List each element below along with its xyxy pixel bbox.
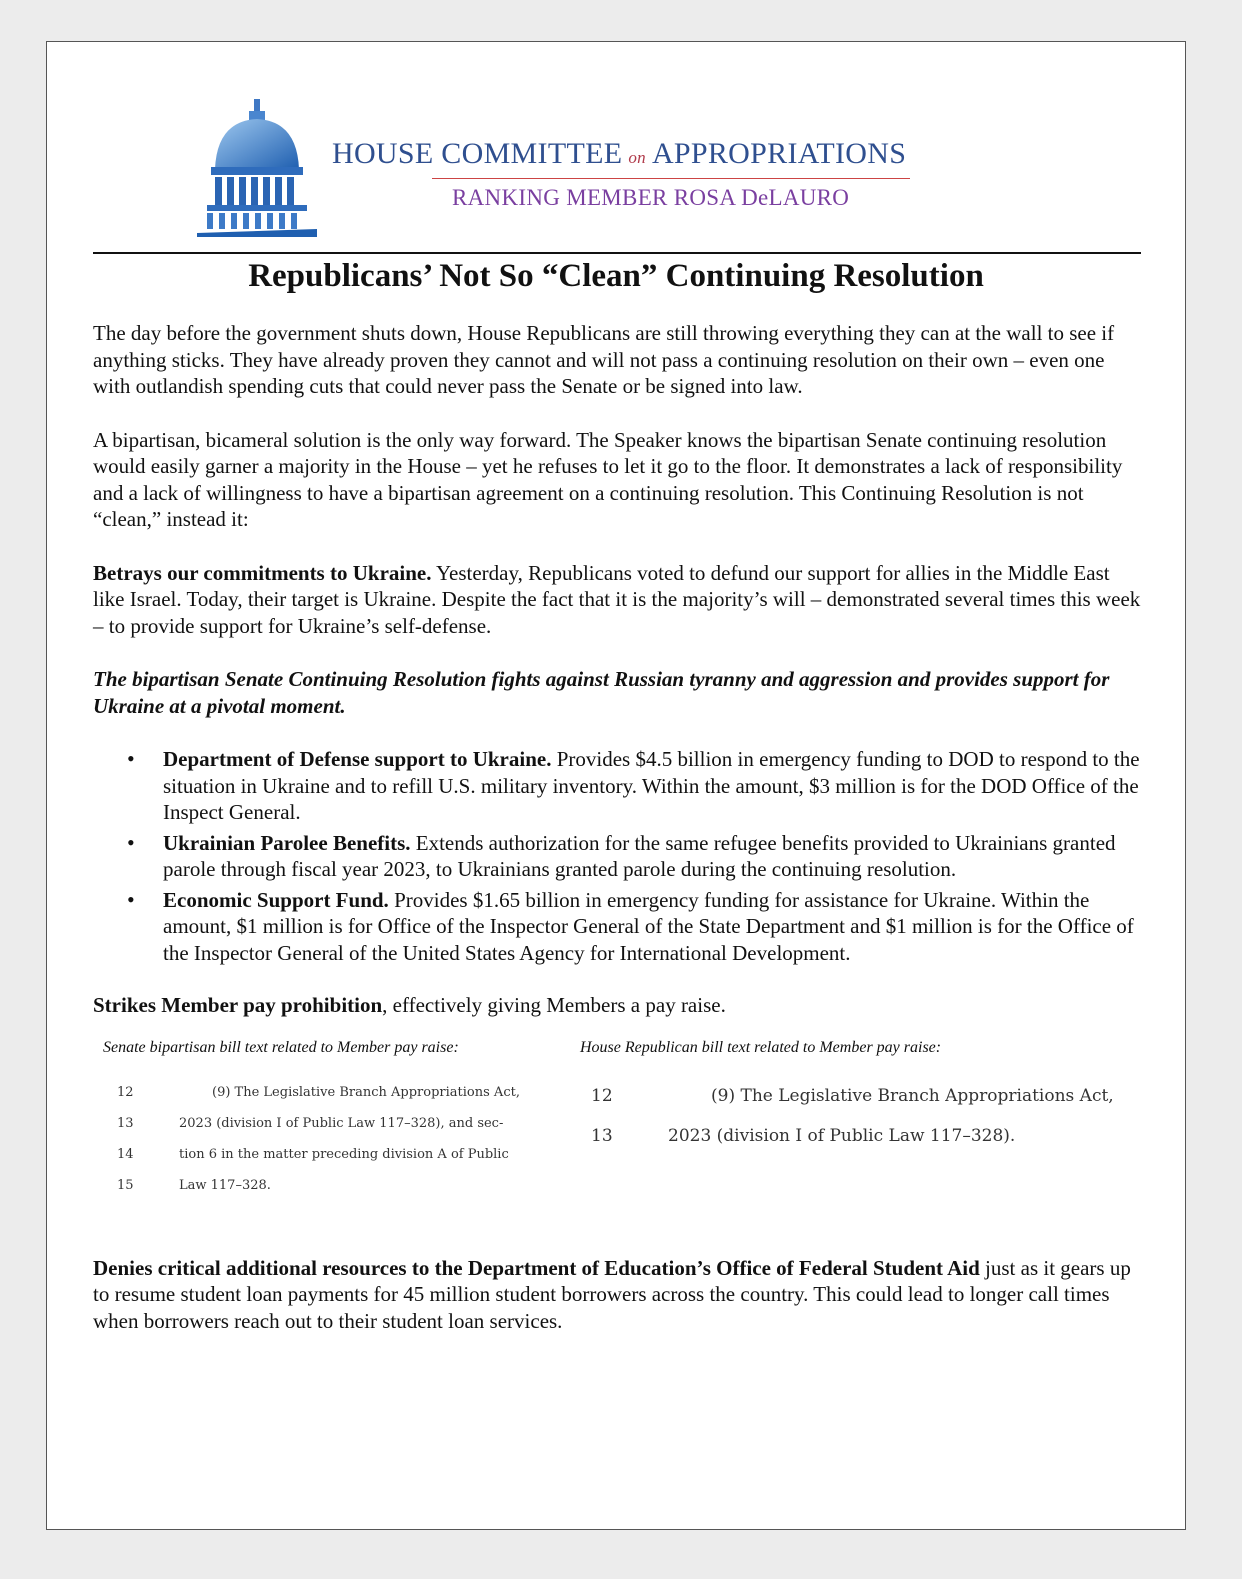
- bill-line: 2023 (division I of Public Law 117–328).: [668, 1125, 1016, 1146]
- ukraine-paragraph: [93, 560, 1143, 640]
- education-lead: Denies critical additional resources to the Department of Education’s Office of Federal Student Aid: [93, 1255, 980, 1280]
- education-paragraph: [93, 1255, 1143, 1335]
- document-page: [46, 41, 1186, 1530]
- bill-line: tion 6 in the matter preceding division A of Public: [179, 1146, 509, 1162]
- list-item: [163, 830, 1143, 883]
- senate-cr-note: The bipartisan Senate Continuing Resolution fights against Russian tyranny and aggression and provides support for Ukraine at a pivotal moment.: [93, 667, 1110, 718]
- ukraine-text: Yesterday, Republicans voted to defund our support for allies in the Middle East like Israel. Today, their target is Ukraine. Despite the fact that it is the majority’s will – demonstrated several times this week – to provide support for Ukraine’s self-defense.: [93, 560, 1141, 638]
- bullet-text: Extends authorization for the same refugee benefits provided to Ukrainians granted parole through fiscal year 2023, to Ukrainians granted parole during the continuing resolution.: [163, 830, 1116, 881]
- ukraine-lead: Betrays our commitments to Ukraine.: [93, 560, 432, 585]
- line-number: 13: [117, 1115, 134, 1131]
- house-bill-caption: House Republican bill text related to Member pay raise:: [580, 1038, 942, 1056]
- document-body: [93, 320, 1143, 1361]
- senate-bill-caption: Senate bipartisan bill text related to Member pay raise:: [103, 1038, 459, 1056]
- title-rule: [93, 252, 1141, 254]
- intro-paragraph-2: A bipartisan, bicameral solution is the only way forward. The Speaker knows the bipartisan Senate continuing resolution would easily garner a majority in the House – yet he refuses to let it go to the floor. It demonstrates a lack of responsibility and a lack of willingness to have a bipartisan agreement on a continuing resolution. This Continuing Resolution is not “clean,” instead it:: [93, 427, 1123, 531]
- pay-paragraph: [93, 992, 1143, 1019]
- bullet-lead: Department of Defense support to Ukraine.: [163, 747, 552, 771]
- bill-line: Law 117–328.: [179, 1177, 271, 1193]
- bill-text-comparison: [93, 1035, 1143, 1255]
- ukraine-bullet-list: [93, 746, 1143, 966]
- bill-line: (9) The Legislative Branch Appropriations Act,: [212, 1084, 520, 1100]
- bill-line: (9) The Legislative Branch Appropriations Act,: [711, 1085, 1114, 1106]
- letterhead-divider: [432, 178, 910, 179]
- list-item: [163, 887, 1143, 967]
- pay-lead: Strikes Member pay prohibition: [93, 993, 383, 1017]
- capitol-dome-icon: [197, 97, 317, 237]
- document-title: Republicans’ Not So “Clean” Continuing Resolution: [248, 258, 984, 294]
- bullet-text: Provides $4.5 billion in emergency funding to DOD to respond to the situation in Ukraine and to refill U.S. military inventory. Within the amount, $3 million is for the DOD Office of the Inspect General.: [163, 747, 1140, 824]
- line-number: 12: [591, 1085, 613, 1106]
- line-number: 15: [117, 1177, 134, 1193]
- committee-name: HOUSE COMMITTEE on APPROPRIATIONS: [332, 137, 907, 170]
- education-text: just as it gears up to resume student loan payments for 45 million student borrowers across the country. This could lead to longer call times when borrowers reach out to their student loan services.: [93, 1255, 1131, 1333]
- line-number: 13: [591, 1125, 613, 1146]
- line-number: 14: [117, 1146, 134, 1162]
- bullet-lead: Economic Support Fund.: [163, 887, 389, 912]
- list-item: [163, 746, 1143, 826]
- line-number: 12: [117, 1084, 134, 1100]
- ranking-member: RANKING MEMBER ROSA DeLAURO: [452, 185, 850, 210]
- intro-paragraph-1: The day before the government shuts down, House Republicans are still throwing everything they can at the wall to see if anything sticks. They have already proven they cannot and will not pass a continuing resolution on their own – even one with outlandish spending cuts that could never pass the Senate or be signed into law.: [93, 321, 1115, 398]
- bill-line: 2023 (division I of Public Law 117–328), and sec-: [179, 1115, 504, 1131]
- letterhead: [47, 42, 1185, 252]
- bullet-lead: Ukrainian Parolee Benefits.: [163, 830, 411, 855]
- bullet-text: Provides $1.65 billion in emergency funding for assistance for Ukraine. Within the amount, $1 million is for Office of the Inspector General of the State Department and $1 million is for the Office of the Inspector General of the United States Agency for International Development.: [163, 887, 1134, 965]
- pay-text: , effectively giving Members a pay raise.: [382, 993, 726, 1017]
